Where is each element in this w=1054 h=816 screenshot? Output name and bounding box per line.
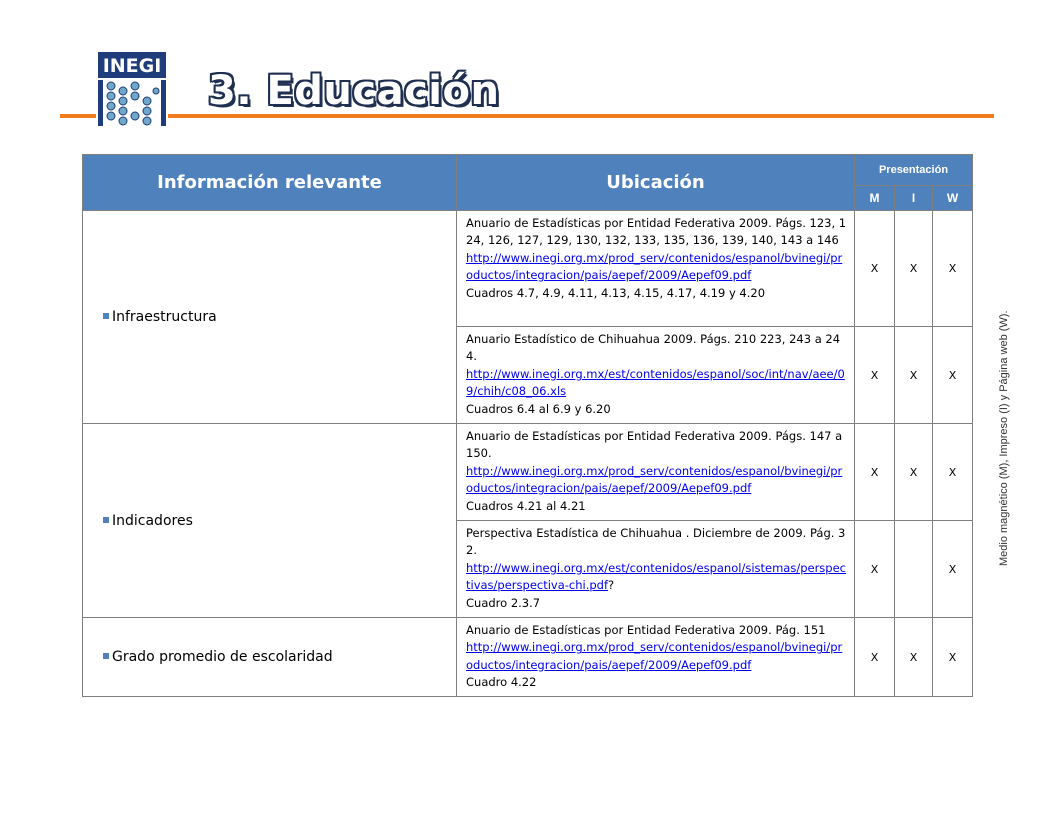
bullet-icon [103,653,109,659]
cuadros-text: Cuadros 6.4 al 6.9 y 6.20 [466,401,611,416]
category-label: Grado promedio de escolaridad [112,649,333,665]
mark-w: X [933,424,973,521]
col-header-w: W [933,186,973,211]
presentation-legend: Medio magnético (M), Impreso (I) y Página web (W). [998,310,1010,566]
source-text: Anuario de Estadísticas por Entidad Federativa 2009. Págs. 147 a 150. [466,429,843,461]
link-suffix: ? [608,578,615,593]
category-cell [83,211,457,424]
mark-w: X [933,521,973,618]
cuadros-text: Cuadros 4.21 al 4.21 [466,498,586,513]
category-cell [83,618,457,697]
cuadros-text: Cuadro 4.22 [466,675,537,690]
logo-text: INEGI [102,55,162,77]
mark-i: X [895,327,933,424]
col-header-m: M [855,186,895,211]
table-row [83,211,973,327]
source-text: Anuario de Estadísticas por Entidad Federativa 2009. Págs. 123, 124, 126, 127, 129, 130, 132, 133, 135, 136, 139, 140, 143 a 146 [466,216,847,248]
education-table [82,154,973,697]
category-label: Infraestructura [112,309,217,325]
mark-m: X [855,618,895,697]
mark-i: X [895,211,933,327]
mark-i: X [895,424,933,521]
mark-w: X [933,618,973,697]
col-header-presentation: Presentación [855,155,973,186]
source-link[interactable]: http://www.inegi.org.mx/est/contenidos/espanol/sistemas/perspectivas/perspectiva-chi.pdf [466,560,846,593]
page-title: 3. Educación [208,68,500,114]
inegi-logo [96,50,168,128]
bullet-icon [103,313,109,319]
mark-m: X [855,327,895,424]
mark-w: X [933,327,973,424]
mark-m: X [855,424,895,521]
table-row [83,618,973,697]
col-header-i: I [895,186,933,211]
cuadros-text: Cuadros 4.7, 4.9, 4.11, 4.13, 4.15, 4.17, 4.19 y 4.20 [466,285,766,300]
bullet-icon [103,517,109,523]
source-link[interactable]: http://www.inegi.org.mx/prod_serv/contenidos/espanol/bvinegi/productos/integracion/pais/aepef/2009/Aepef09.pdf [466,250,843,283]
location-cell [457,424,855,521]
category-label: Indicadores [112,512,193,529]
source-text: Anuario de Estadísticas por Entidad Federativa 2009. Pág. 151 [466,623,826,637]
source-text: Perspectiva Estadística de Chihuahua . Diciembre de 2009. Pág. 32. [466,526,846,558]
col-header-location: Ubicación [457,155,855,211]
location-cell [457,618,855,697]
mark-i [895,521,933,618]
source-link[interactable]: http://www.inegi.org.mx/est/contenidos/espanol/soc/int/nav/aee/09/chih/c08_06.xls [466,366,845,399]
header-divider [60,114,994,118]
mark-i: X [895,618,933,697]
category-cell [83,424,457,618]
cuadros-text: Cuadro 2.3.7 [466,595,541,610]
location-cell [457,327,855,424]
source-link[interactable]: http://www.inegi.org.mx/prod_serv/contenidos/espanol/bvinegi/productos/integracion/pais/aepef/2009/Aepef09.pdf [466,640,843,672]
source-text: Anuario Estadístico de Chihuahua 2009. Págs. 210 223, 243 a 244. [466,332,841,364]
table-row [83,424,973,521]
mark-w: X [933,211,973,327]
source-link[interactable]: http://www.inegi.org.mx/prod_serv/contenidos/espanol/bvinegi/productos/integracion/pais/aepef/2009/Aepef09.pdf [466,463,843,496]
location-cell [457,211,855,327]
mark-m: X [855,211,895,327]
location-cell [457,521,855,618]
col-header-info: Información relevante [83,155,457,211]
mark-m: X [855,521,895,618]
